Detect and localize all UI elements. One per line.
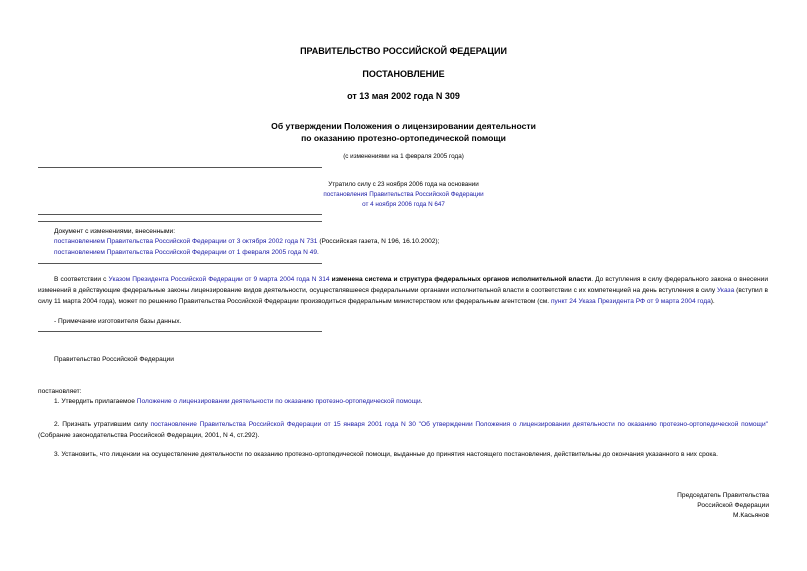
editor-note	[38, 274, 768, 307]
note-bold-text: изменена система и структура федеральных органов исполнительной власти	[329, 276, 592, 283]
amendment-item	[54, 249, 319, 256]
note-text: (вступил в силу 11 марта 2004 года), может по решению Правительства Российской Федерации производиться федеральным министерством или федеральным агентством (см.	[38, 287, 768, 305]
divider	[38, 221, 322, 222]
item-text: .	[420, 398, 423, 405]
note-text: ).	[710, 298, 715, 305]
document-title-line2: по оказанию протезно-ортопедической помощи	[301, 133, 506, 143]
issuer: Правительство Российской Федерации	[54, 356, 174, 363]
item-3: 3. Установить, что лицензии на осуществление деятельности по оказанию протезно-ортопедической помощи, выданные до принятия настоящего постановления, действительны до окончания указанного в них срока.	[54, 451, 718, 458]
decree-clause-link[interactable]: пункт 24 Указа Президента РФ от 9 марта 2004 года	[550, 298, 711, 305]
item-text: 2. Признать утратившим силу	[54, 421, 151, 428]
status-link-line2[interactable]	[0, 201, 807, 208]
editor-note-label: - Примечание изготовителя базы данных.	[54, 318, 182, 325]
decree-short-link[interactable]: Указа	[717, 287, 735, 294]
item-text: 1. Утвердить прилагаемое	[54, 398, 137, 405]
signature-title-line2: Российской Федерации	[697, 502, 769, 509]
divider	[38, 263, 322, 264]
status-link-line1[interactable]	[0, 191, 807, 198]
document-date-number: от 13 мая 2002 года N 309	[347, 91, 460, 101]
amendments-intro: Документ с изменениями, внесенными:	[54, 228, 176, 235]
item-text: (Собрание законодательства Российской Федерации, 2001, N 4, ст.292).	[38, 432, 260, 439]
amendment-link-1[interactable]: постановлением Правительства Российской Федерации от 3 октября 2002 года N 731	[54, 238, 318, 245]
divider	[38, 214, 322, 215]
government-name: ПРАВИТЕЛЬСТВО РОССИЙСКОЙ ФЕДЕРАЦИИ	[300, 46, 507, 56]
divider	[38, 167, 322, 168]
decrees-label: постановляет:	[38, 388, 82, 395]
signature-title-line1: Председатель Правительства	[677, 492, 769, 499]
repealed-decree-link[interactable]: постановление Правительства Российской Федерации от 15 января 2001 года N 30 "Об утверждении Положения о лицензировании деятельности по оказанию протезно-ортопедической помощи"	[150, 421, 768, 428]
note-text: В соответствии с	[54, 276, 109, 283]
amendment-link-2[interactable]: постановлением Правительства Российской Федерации от 1 февраля 2005 года N 49.	[54, 249, 319, 256]
document-type: ПОСТАНОВЛЕНИЕ	[362, 69, 445, 79]
status-line: Утратило силу с 23 ноября 2006 года на основании	[328, 181, 479, 188]
regulation-link[interactable]: Положение о лицензировании деятельности по оказанию протезно-ортопедической помощи	[136, 398, 421, 405]
signature-name: М.Касьянов	[733, 512, 769, 519]
presidential-decree-link[interactable]: Указом Президента Российской Федерации от 9 марта 2004 года N 314	[108, 276, 330, 283]
changes-note: (с изменениями на 1 февраля 2005 года)	[343, 153, 464, 160]
repeal-decree-link-2[interactable]: от 4 ноября 2006 года N 647	[362, 201, 445, 208]
item-1	[54, 398, 423, 405]
amendment-source: (Российская газета, N 196, 16.10.2002);	[317, 238, 440, 245]
repeal-decree-link[interactable]: постановления Правительства Российской Федерации	[323, 191, 484, 198]
amendment-item	[54, 238, 439, 245]
divider	[38, 331, 322, 332]
note-text: . До вступления в силу федерального закона о внесении изменений в действующие федеральные законы лицензирование видов деятельности, осуществлявшееся федеральными органами исполнительной власти в соответствии с их компетенцией на день вступления в силу	[38, 276, 769, 294]
item-2	[38, 419, 768, 441]
document-title-line1: Об утверждении Положения о лицензировании деятельности	[271, 121, 536, 131]
